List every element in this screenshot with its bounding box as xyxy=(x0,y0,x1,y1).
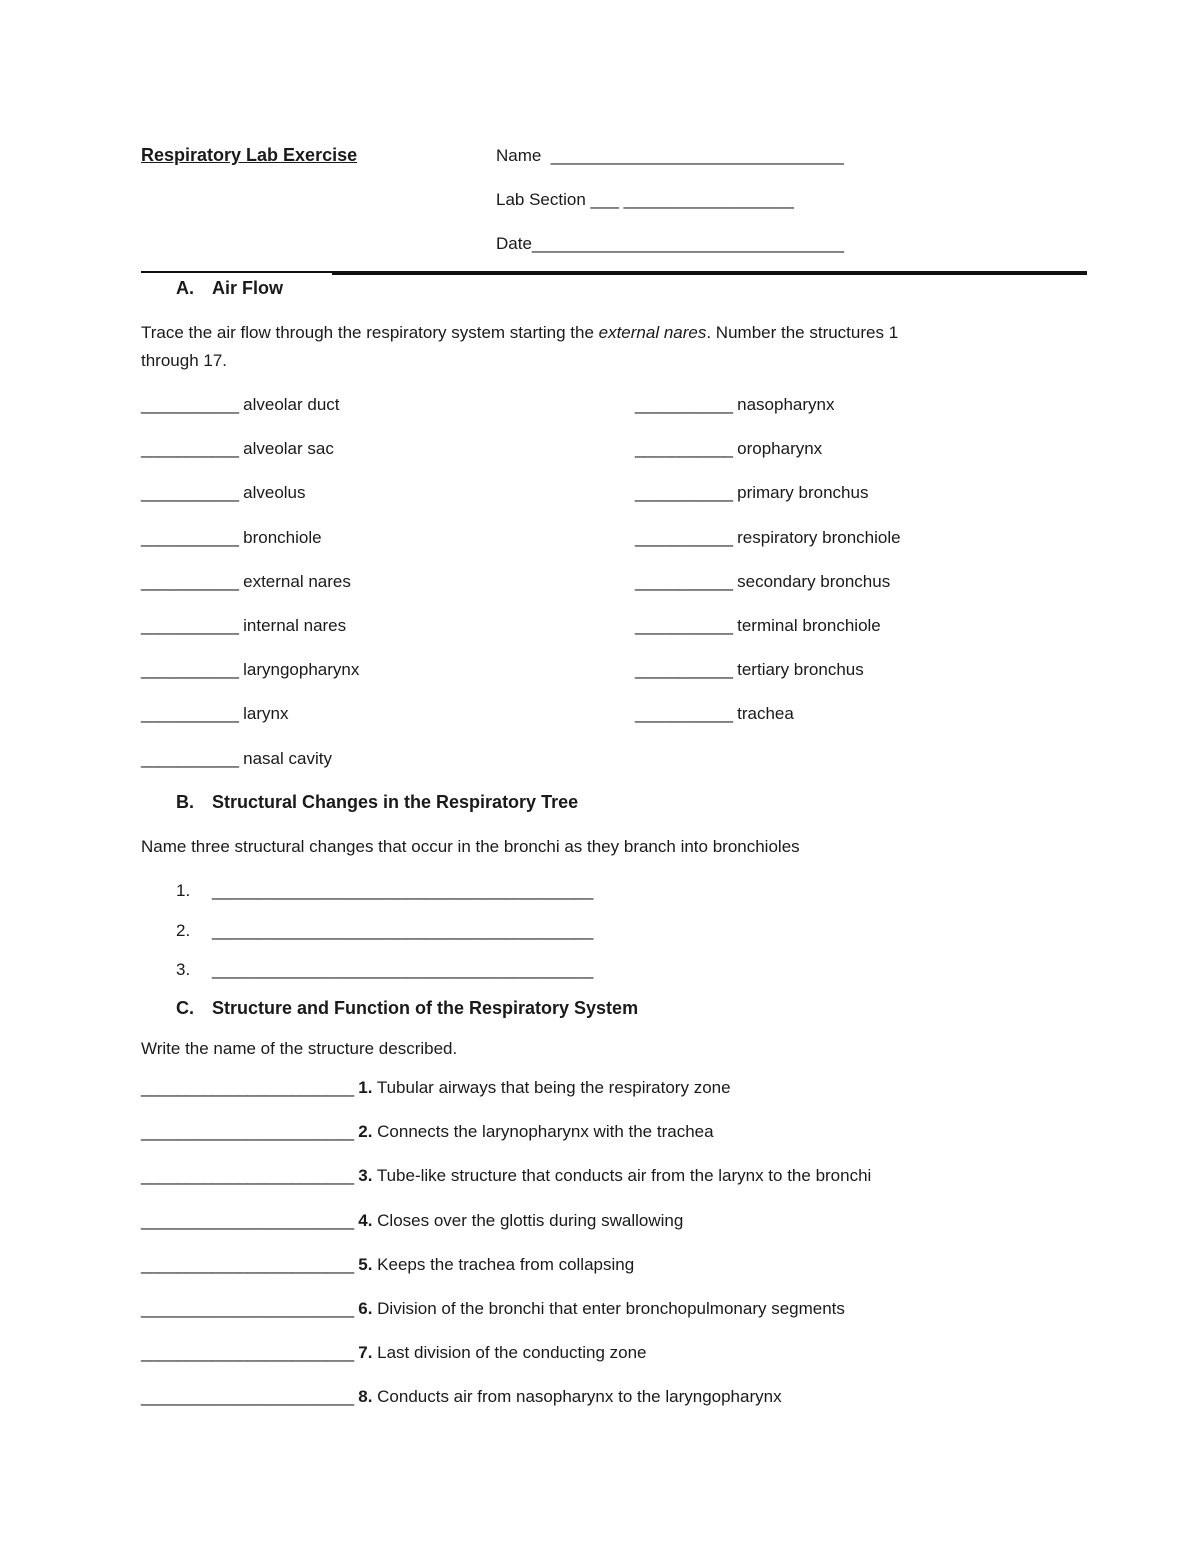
answer-blank[interactable]: ________________________ xyxy=(141,1387,354,1407)
question-text: Closes over the glottis during swallowing xyxy=(372,1210,684,1230)
structure-label: larynx xyxy=(238,704,289,724)
answer-blank[interactable]: ___________ xyxy=(141,439,239,459)
structure-label: alveolar sac xyxy=(238,439,334,459)
structure-question xyxy=(141,1300,845,1317)
question-number: 1. xyxy=(353,1078,373,1097)
change-item xyxy=(176,881,593,900)
answer-blank[interactable]: ________________________ xyxy=(141,1343,354,1363)
question-text: Last division of the conducting zone xyxy=(372,1343,647,1363)
date-field[interactable]: Date_________________________________ xyxy=(496,234,844,253)
answer-blank[interactable]: ________________________ xyxy=(141,1254,354,1274)
airflow-right-item xyxy=(635,396,834,413)
answer-blank[interactable]: ________________________ xyxy=(141,1210,354,1230)
answer-blank[interactable]: ________________________ xyxy=(141,1122,354,1142)
airflow-right-item xyxy=(635,661,864,678)
structure-label: secondary bronchus xyxy=(732,571,891,591)
instructions-text: . Number the structures 1 xyxy=(706,323,899,342)
structure-label: tertiary bronchus xyxy=(732,660,864,680)
airflow-right-item xyxy=(635,440,822,457)
airflow-left-item xyxy=(141,529,322,546)
worksheet-title: Respiratory Lab Exercise xyxy=(141,145,358,165)
section-a-instructions xyxy=(141,324,898,341)
structure-label: respiratory bronchiole xyxy=(732,527,901,547)
section-b-title: Structural Changes in the Respiratory Tree xyxy=(212,792,579,812)
section-a-title: Air Flow xyxy=(212,278,283,298)
structure-label: primary bronchus xyxy=(732,483,869,503)
answer-blank[interactable]: ___________ xyxy=(141,571,239,591)
answer-blank[interactable]: ___________ xyxy=(141,704,239,724)
section-b-letter: B. xyxy=(176,792,194,812)
structure-question xyxy=(141,1256,634,1273)
lab-section-field[interactable]: Lab Section ___ __________________ xyxy=(496,190,794,209)
instructions-text: Trace the air flow through the respiratory system starting the xyxy=(141,323,599,342)
item-number: 1. xyxy=(176,881,191,900)
question-number: 8. xyxy=(353,1387,373,1407)
structure-question xyxy=(141,1388,782,1405)
structure-label: alveolar duct xyxy=(238,395,340,414)
item-number: 3. xyxy=(176,960,191,979)
change-item xyxy=(176,920,593,940)
airflow-right-item xyxy=(635,484,868,501)
structure-label: terminal bronchiole xyxy=(732,616,881,635)
structure-label: trachea xyxy=(732,704,794,724)
structure-label: laryngopharynx xyxy=(238,660,360,680)
structure-label: oropharynx xyxy=(732,439,823,459)
answer-blank[interactable]: ___________ xyxy=(635,660,733,680)
section-c-instructions: Write the name of the structure described. xyxy=(141,1039,458,1058)
question-number: 3. xyxy=(353,1166,373,1186)
structure-label: external nares xyxy=(238,571,351,591)
answer-blank[interactable]: ___________ xyxy=(635,483,733,503)
airflow-right-item xyxy=(635,573,890,590)
change-item xyxy=(176,960,593,979)
structure-label: internal nares xyxy=(238,616,347,635)
answer-blank[interactable]: ___________ xyxy=(635,395,733,414)
structure-label: alveolus xyxy=(238,483,306,503)
answer-blank[interactable]: ___________ xyxy=(635,616,733,635)
instructions-emphasis: external nares xyxy=(598,323,707,342)
section-a-instructions-cont: through 17. xyxy=(141,351,228,370)
structure-label: bronchiole xyxy=(238,527,322,547)
answer-blank[interactable]: ___________ xyxy=(635,571,733,591)
airflow-left-item xyxy=(141,484,306,501)
airflow-left-item xyxy=(141,440,334,457)
answer-line[interactable]: ___________________________________________ xyxy=(212,920,593,940)
answer-blank[interactable]: ___________ xyxy=(141,395,239,414)
section-c-title: Structure and Function of the Respiratory System xyxy=(212,998,639,1018)
header-divider-thick xyxy=(332,272,1087,275)
question-text: Keeps the trachea from collapsing xyxy=(372,1254,635,1274)
structure-question xyxy=(141,1079,731,1096)
section-a-letter: A. xyxy=(176,278,194,298)
question-number: 7. xyxy=(353,1343,373,1363)
airflow-left-item xyxy=(141,617,346,634)
answer-blank[interactable]: ___________ xyxy=(141,483,239,503)
airflow-right-item xyxy=(635,705,794,722)
structure-label: nasal cavity xyxy=(238,748,332,768)
question-text: Tube-like structure that conducts air from the larynx to the bronchi xyxy=(372,1166,872,1186)
airflow-left-item xyxy=(141,661,359,678)
section-c-letter: C. xyxy=(176,998,194,1018)
question-text: Division of the bronchi that enter bronchopulmonary segments xyxy=(372,1299,845,1318)
question-number: 4. xyxy=(353,1210,373,1230)
question-number: 5. xyxy=(353,1254,373,1274)
question-text: Conducts air from nasopharynx to the laryngopharynx xyxy=(372,1387,782,1407)
answer-blank[interactable]: ___________ xyxy=(635,704,733,724)
section-b-instructions: Name three structural changes that occur in the bronchi as they branch into bronchioles xyxy=(141,837,800,856)
structure-label: nasopharynx xyxy=(732,395,835,414)
answer-blank[interactable]: ________________________ xyxy=(141,1078,354,1097)
answer-blank[interactable]: ________________________ xyxy=(141,1299,354,1318)
structure-question xyxy=(141,1212,683,1229)
answer-blank[interactable]: ________________________ xyxy=(141,1166,354,1186)
answer-line[interactable]: ___________________________________________ xyxy=(212,881,593,900)
question-text: Tubular airways that being the respiratory zone xyxy=(372,1078,731,1097)
answer-blank[interactable]: ___________ xyxy=(141,616,239,635)
airflow-left-item xyxy=(141,705,288,722)
answer-blank[interactable]: ___________ xyxy=(141,660,239,680)
structure-question xyxy=(141,1123,714,1140)
answer-blank[interactable]: ___________ xyxy=(635,439,733,459)
airflow-left-item xyxy=(141,750,332,767)
name-field[interactable]: Name _______________________________ xyxy=(496,146,844,165)
structure-question xyxy=(141,1167,871,1184)
airflow-left-item xyxy=(141,573,351,590)
question-number: 2. xyxy=(353,1122,373,1142)
structure-question xyxy=(141,1344,647,1361)
airflow-right-item xyxy=(635,617,881,634)
answer-blank[interactable]: ___________ xyxy=(141,748,239,768)
answer-blank[interactable]: ___________ xyxy=(141,527,239,547)
question-number: 6. xyxy=(353,1299,373,1318)
answer-line[interactable]: ___________________________________________ xyxy=(212,960,593,979)
item-number: 2. xyxy=(176,920,191,940)
question-text: Connects the larynopharynx with the trachea xyxy=(372,1122,714,1142)
airflow-right-item xyxy=(635,529,901,546)
answer-blank[interactable]: ___________ xyxy=(635,527,733,547)
airflow-left-item xyxy=(141,396,340,413)
